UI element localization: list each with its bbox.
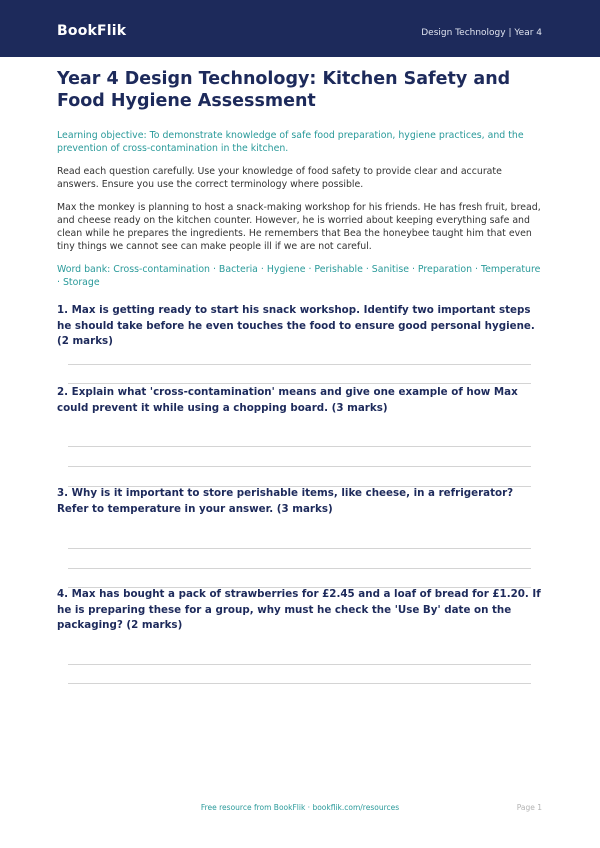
page-number: Page 1 — [516, 803, 542, 812]
story-text: Max the monkey is planning to host a snack-making workshop for his friends. He has fresh fruit, bread, and cheese ready on the kitchen counter. However, he is worried about keeping everything safe and clean while he prepares the ingredients. He remembers that Bea the honeybee taught him that even tiny things we cannot see can make people ill if we are not careful. — [57, 202, 541, 252]
question-text: 3. Why is it important to store perishable items, like cheese, in a refrigerator? Refer to temperature in your answer. (3 marks) — [57, 487, 514, 515]
answer-line[interactable] — [68, 548, 531, 549]
question-text: 2. Explain what 'cross-contamination' means and give one example of how Max could prevent it while using a chopping board. (3 marks) — [57, 386, 518, 414]
brand-logo[interactable]: BookFlik — [57, 23, 127, 39]
question-1 — [57, 303, 543, 350]
question-4 — [57, 587, 543, 634]
question-text: 4. Max has bought a pack of strawberries for £2.45 and a loaf of bread for £1.20. If he is preparing these for a group, why must he check the 'Use By' date on the packaging? (2 marks) — [57, 588, 541, 631]
instructions-text: Read each question carefully. Use your knowledge of food safety to provide clear and accurate answers. Ensure you use the correct terminology where possible. — [57, 166, 502, 190]
subject-year-label: Design Technology | Year 4 — [421, 28, 542, 38]
answer-line[interactable] — [68, 568, 531, 569]
question-3 — [57, 486, 543, 517]
answer-line[interactable] — [68, 364, 531, 365]
answer-line[interactable] — [68, 664, 531, 665]
answer-line[interactable] — [68, 446, 531, 447]
answer-line[interactable] — [68, 383, 531, 384]
learning-objective: Learning objective: To demonstrate knowledge of safe food preparation, hygiene practices, and the prevention of cross-contamination in the kitchen. — [57, 130, 524, 154]
page-header — [0, 0, 600, 57]
intro-section — [57, 68, 543, 289]
page-title: Year 4 Design Technology: Kitchen Safety and Food Hygiene Assessment — [57, 69, 511, 111]
question-2 — [57, 385, 543, 416]
word-bank: Word bank: Cross-contamination · Bacteria · Hygiene · Perishable · Sanitise · Preparation · Temperature · Storage — [57, 264, 541, 288]
footer-credit[interactable]: Free resource from BookFlik · bookflik.com/resources — [200, 803, 400, 812]
answer-line[interactable] — [68, 683, 531, 684]
question-text: 1. Max is getting ready to start his snack workshop. Identify two important steps he should take before he even touches the food to ensure good personal hygiene. (2 marks) — [57, 304, 535, 347]
answer-line[interactable] — [68, 466, 531, 467]
